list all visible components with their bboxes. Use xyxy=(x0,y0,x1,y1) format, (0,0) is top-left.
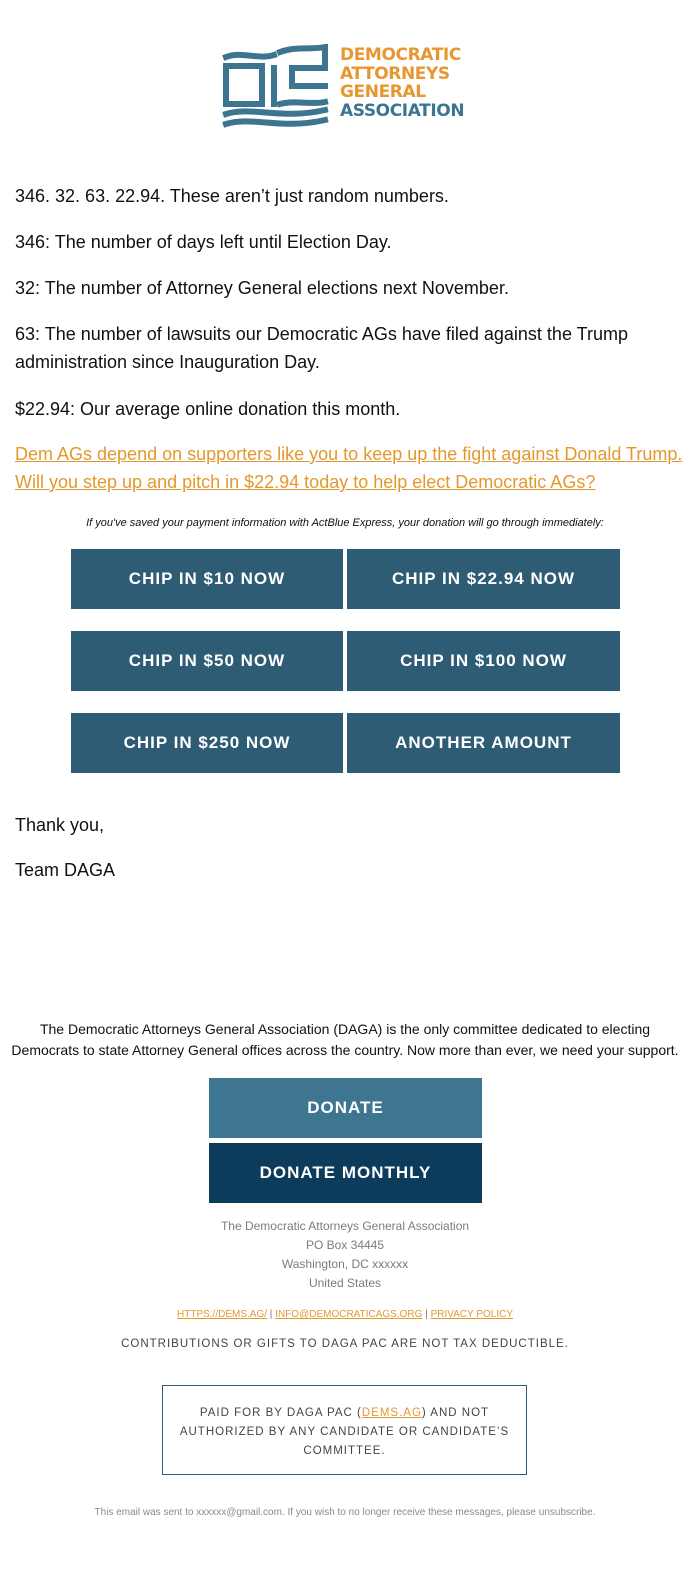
actblue-express-note: If you've saved your payment information with ActBlue Express, your donation will go through immediately: xyxy=(86,517,604,529)
another-amount-button[interactable]: ANOTHER AMOUNT xyxy=(347,713,620,773)
site-link[interactable]: HTTPS://DEMS.AG/ xyxy=(177,1309,268,1320)
logo-line-2: ATTORNEYS xyxy=(340,63,450,84)
address-pobox: PO Box 34445 xyxy=(305,1238,385,1252)
link-separator: | xyxy=(269,1309,273,1320)
cta-link[interactable]: Dem AGs depend on supporters like you to keep up the fight against Donald Trump. Will you step up and pitch in $22.94 today to help elect Democratic AGs? xyxy=(15,444,683,492)
chip-in-10-button[interactable]: CHIP IN $10 NOW xyxy=(71,549,343,609)
donate-monthly-button[interactable]: DONATE MONTHLY xyxy=(209,1143,482,1203)
paragraph-average-donation: $22.94: Our average online donation this month. xyxy=(15,399,401,419)
address-block xyxy=(0,1217,690,1293)
paid-suffix: ) AND NOT AUTHORIZED BY ANY CANDIDATE OR CANDIDATE’S COMMITTEE. xyxy=(179,1407,510,1457)
logo-wordmark xyxy=(340,46,464,120)
paid-for-text xyxy=(173,1404,516,1461)
email-link[interactable]: INFO@DEMOCRATICAGS.ORG xyxy=(275,1309,423,1320)
logo-line-3: GENERAL xyxy=(340,82,426,102)
chip-in-250-button[interactable]: CHIP IN $250 NOW xyxy=(71,713,343,773)
paragraph-numbers: 346. 32. 63. 22.94. These aren’t just random numbers. xyxy=(15,186,449,206)
privacy-policy-link[interactable]: PRIVACY POLICY xyxy=(430,1309,513,1320)
daga-logo-icon xyxy=(222,44,332,130)
paid-for-box xyxy=(162,1385,527,1475)
donate-button[interactable]: DONATE xyxy=(209,1078,482,1138)
chip-in-22-94-button[interactable]: CHIP IN $22.94 NOW xyxy=(347,549,620,609)
unsubscribe-note: This email was sent to xxxxxx@gmail.com. If you wish to no longer receive these messages, please unsubscribe. xyxy=(94,1507,596,1518)
signoff-thanks: Thank you, xyxy=(15,815,105,835)
paid-site-link[interactable]: DEMS.AG xyxy=(361,1407,422,1419)
logo-line-4: ASSOCIATION xyxy=(340,100,465,121)
daga-logo xyxy=(222,44,482,130)
link-separator: | xyxy=(425,1309,428,1320)
footer-links xyxy=(0,1309,690,1320)
paid-prefix: PAID FOR BY DAGA PAC ( xyxy=(199,1407,362,1419)
address-city: Washington, DC xxxxxx xyxy=(281,1257,409,1271)
paragraph-lawsuits: 63: The number of lawsuits our Democratic AGs have filed against the Trump administration since Inauguration Day. xyxy=(15,324,628,372)
tax-disclaimer: CONTRIBUTIONS OR GIFTS TO DAGA PAC ARE NOT TAX DEDUCTIBLE. xyxy=(121,1338,569,1350)
paragraph-days: 346: The number of days left until Election Day. xyxy=(15,232,392,252)
address-country: United States xyxy=(308,1276,382,1290)
address-org: The Democratic Attorneys General Association xyxy=(220,1219,470,1233)
chip-in-100-button[interactable]: CHIP IN $100 NOW xyxy=(347,631,620,691)
footer-description: The Democratic Attorneys General Association (DAGA) is the only committee dedicated to electing Democrats to state Attorney General offices across the country. Now more than ever, we need your support. xyxy=(11,1021,679,1058)
signoff-team: Team DAGA xyxy=(15,860,116,880)
chip-in-50-button[interactable]: CHIP IN $50 NOW xyxy=(71,631,343,691)
logo-line-1: DEMOCRATIC xyxy=(340,45,461,65)
paragraph-elections: 32: The number of Attorney General elections next November. xyxy=(15,278,509,298)
